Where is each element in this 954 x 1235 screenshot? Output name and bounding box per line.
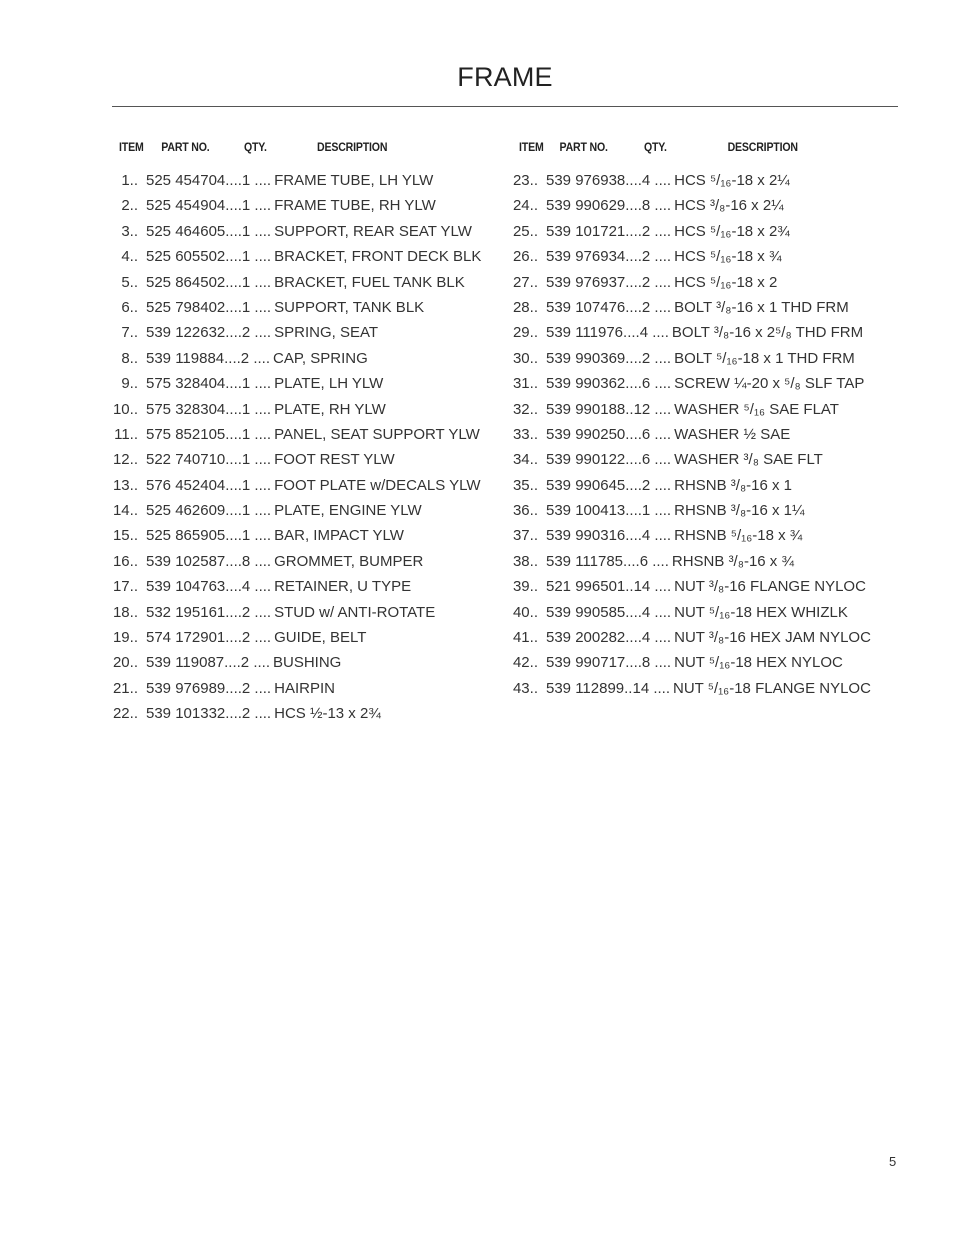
quantity: ....1 .... — [225, 476, 272, 494]
part-number: 539 200282 — [546, 629, 626, 647]
item-number: 5.. — [121, 273, 138, 291]
part-number: 525 864502 — [146, 273, 226, 291]
quantity: ....6 .... — [623, 552, 669, 570]
quantity: ....2 .... — [625, 273, 672, 291]
parts-row — [112, 477, 507, 502]
quantity: ....1 .... — [225, 298, 272, 316]
part-number: 539 112899 — [546, 679, 625, 697]
parts-row — [512, 401, 907, 426]
part-number: 539 122632 — [146, 324, 226, 342]
item-number: 33.. — [512, 425, 538, 443]
part-number: 574 172901 — [146, 629, 226, 647]
parts-row — [112, 223, 507, 248]
item-number: 4.. — [121, 248, 138, 266]
quantity: ....2 .... — [225, 705, 272, 723]
quantity: ....1 .... — [225, 248, 272, 266]
quantity: ....1 .... — [225, 172, 272, 189]
part-number: 525 462609 — [146, 502, 226, 520]
part-description: BRACKET, FUEL TANK BLK — [274, 273, 465, 291]
parts-row — [112, 502, 507, 527]
part-description: BOLT ³/₈-16 x 1 THD FRM — [674, 298, 849, 316]
part-description: NUT ⁵/₁₆-18 FLANGE NYLOC — [673, 679, 871, 697]
item-number: 22.. — [112, 705, 138, 723]
parts-row — [112, 248, 507, 273]
part-description: FOOT REST YLW — [274, 451, 395, 469]
part-number: 539 990585 — [546, 603, 626, 621]
part-number: 539 111976 — [546, 324, 624, 342]
parts-row — [512, 223, 907, 248]
part-description: HCS ⁵/₁₆-18 x 2¼ — [674, 172, 790, 189]
part-description: SUPPORT, REAR SEAT YLW — [274, 222, 472, 240]
item-number: 26.. — [512, 248, 538, 266]
part-description: STUD w/ ANTI-ROTATE — [274, 603, 436, 621]
item-number: 14.. — [112, 502, 138, 520]
quantity: ....2 .... — [225, 629, 272, 647]
item-number: 34.. — [512, 451, 538, 469]
part-number: 539 119087 — [146, 654, 225, 672]
item-number: 39.. — [512, 578, 538, 596]
part-number: 539 990362 — [546, 375, 626, 393]
part-number: 539 990717 — [546, 654, 626, 672]
parts-row — [512, 299, 907, 324]
quantity: ....2 .... — [625, 222, 672, 240]
header-qty: QTY. — [244, 140, 267, 154]
item-number: 31.. — [512, 375, 538, 393]
part-description: NUT ³/₈-16 HEX JAM NYLOC — [674, 629, 871, 647]
part-description: RHSNB ⁵/₁₆-18 x ¾ — [674, 527, 803, 545]
header-description: DESCRIPTION — [317, 140, 388, 154]
quantity: ....2 .... — [224, 349, 270, 367]
part-description: PLATE, RH YLW — [274, 400, 386, 418]
parts-row — [512, 477, 907, 502]
quantity: ....1 .... — [225, 400, 272, 418]
item-number: 6.. — [121, 298, 138, 316]
quantity: ....2 .... — [625, 298, 672, 316]
item-number: 24.. — [512, 197, 538, 215]
parts-rows-right — [512, 172, 907, 705]
parts-row — [512, 248, 907, 273]
item-number: 19.. — [112, 629, 138, 647]
item-number: 29.. — [512, 324, 538, 342]
part-number: 539 976938 — [546, 172, 626, 189]
quantity: ....4 .... — [625, 603, 672, 621]
parts-list-right — [512, 140, 907, 705]
part-number: 539 111785 — [546, 552, 624, 570]
part-description: PLATE, ENGINE YLW — [274, 502, 422, 520]
quantity: ..14 .... — [624, 679, 670, 697]
part-number: 539 976937 — [546, 273, 626, 291]
item-number: 20.. — [112, 654, 138, 672]
item-number: 43.. — [512, 679, 538, 697]
item-number: 28.. — [512, 298, 538, 316]
part-description: GUIDE, BELT — [274, 629, 367, 647]
page-title: FRAME — [457, 62, 553, 92]
item-number: 27.. — [512, 273, 538, 291]
quantity: ....4 .... — [625, 527, 672, 545]
part-number: 539 990250 — [546, 425, 626, 443]
part-number: 525 454904 — [146, 197, 226, 215]
parts-row — [112, 705, 507, 730]
header-qty: QTY. — [644, 140, 667, 154]
part-number: 575 852105 — [146, 425, 226, 443]
quantity: ....1 .... — [225, 222, 272, 240]
part-number: 539 119884 — [146, 349, 225, 367]
quantity: ....2 .... — [625, 476, 672, 494]
part-description: GROMMET, BUMPER — [274, 552, 424, 570]
part-number: 539 990645 — [546, 476, 626, 494]
part-description: BAR, IMPACT YLW — [274, 527, 404, 545]
part-number: 539 976934 — [546, 248, 626, 266]
part-number: 576 452404 — [146, 476, 226, 494]
quantity: ....1 .... — [225, 425, 272, 443]
quantity: ....4 .... — [625, 629, 672, 647]
quantity: ....2 .... — [625, 248, 672, 266]
item-number: 35.. — [512, 476, 538, 494]
quantity: ....4 .... — [225, 578, 272, 596]
parts-row — [512, 527, 907, 552]
parts-row — [512, 324, 907, 349]
parts-row — [112, 654, 507, 679]
parts-row — [112, 451, 507, 476]
part-number: 532 195161 — [146, 603, 226, 621]
item-number: 8.. — [121, 349, 138, 367]
quantity: ....6 .... — [625, 425, 672, 443]
header-item: ITEM — [519, 140, 544, 154]
parts-row — [112, 426, 507, 451]
part-description: HCS ⁵/₁₆-18 x ¾ — [674, 248, 782, 266]
column-headers-left — [112, 140, 460, 156]
quantity: ....1 .... — [625, 502, 672, 520]
parts-row — [512, 680, 907, 705]
part-description: WASHER ½ SAE — [674, 425, 791, 443]
quantity: ....1 .... — [225, 197, 272, 215]
item-number: 23.. — [512, 172, 538, 189]
part-number: 525 454704 — [146, 172, 226, 189]
quantity: ....1 .... — [225, 502, 272, 520]
part-number: 539 101721 — [546, 222, 626, 240]
quantity: ....6 .... — [625, 375, 672, 393]
part-description: BOLT ⁵/₁₆-18 x 1 THD FRM — [674, 349, 855, 367]
item-number: 9.. — [121, 375, 138, 393]
quantity: ....2 .... — [225, 324, 272, 342]
item-number: 41.. — [512, 629, 538, 647]
quantity: ....2 .... — [225, 679, 272, 697]
parts-row — [112, 350, 507, 375]
parts-row — [512, 629, 907, 654]
parts-row — [112, 324, 507, 349]
header-description: DESCRIPTION — [727, 140, 798, 154]
quantity: ....1 .... — [225, 527, 272, 545]
parts-row — [112, 401, 507, 426]
part-description: HCS ⁵/₁₆-18 x 2 — [674, 273, 778, 291]
part-number: 521 996501 — [546, 578, 626, 596]
part-description: RHSNB ³/₈-16 x ¾ — [671, 552, 794, 570]
part-number: 575 328304 — [146, 400, 226, 418]
parts-rows-left — [112, 172, 507, 731]
quantity: ....2 .... — [224, 654, 270, 672]
quantity: ....1 .... — [225, 273, 272, 291]
part-description: SCREW ¼-20 x ⁵/₈ SLF TAP — [674, 375, 865, 393]
parts-row — [112, 680, 507, 705]
part-description: WASHER ⁵/₁₆ SAE FLAT — [674, 400, 839, 418]
part-description: BUSHING — [273, 654, 342, 672]
column-headers-right — [512, 140, 860, 156]
part-description: FOOT PLATE w/DECALS YLW — [274, 476, 481, 494]
part-description: BRACKET, FRONT DECK BLK — [274, 248, 482, 266]
item-number: 2.. — [121, 197, 138, 215]
item-number: 17.. — [112, 578, 138, 596]
part-number: 539 990188 — [546, 400, 626, 418]
parts-row — [112, 197, 507, 222]
part-number: 539 102587 — [146, 552, 226, 570]
part-description: NUT ³/₈-16 FLANGE NYLOC — [674, 578, 866, 596]
part-description: HAIRPIN — [274, 679, 335, 697]
item-number: 32.. — [512, 400, 538, 418]
part-number: 539 990369 — [546, 349, 626, 367]
title-divider — [112, 106, 898, 107]
item-number: 38.. — [512, 552, 538, 570]
item-number: 16.. — [112, 552, 138, 570]
item-number: 42.. — [512, 654, 538, 672]
quantity: ....1 .... — [225, 451, 272, 469]
item-number: 18.. — [112, 603, 138, 621]
parts-row — [512, 197, 907, 222]
parts-row — [512, 375, 907, 400]
item-number: 10.. — [112, 400, 138, 418]
item-number: 30.. — [512, 349, 538, 367]
header-item: ITEM — [119, 140, 144, 154]
quantity: ....4 .... — [625, 172, 672, 189]
page-number: 5 — [889, 1154, 897, 1169]
item-number: 11.. — [114, 425, 138, 443]
part-description: FRAME TUBE, LH YLW — [274, 172, 434, 189]
parts-row — [112, 172, 507, 197]
item-number: 36.. — [512, 502, 538, 520]
parts-row — [512, 451, 907, 476]
item-number: 1.. — [121, 172, 138, 189]
header-part-no: PART NO. — [559, 140, 608, 154]
quantity: ....8 .... — [225, 552, 272, 570]
part-description: CAP, SPRING — [273, 349, 368, 367]
part-description: NUT ⁵/₁₆-18 HEX WHIZLK — [674, 603, 848, 621]
item-number: 37.. — [512, 527, 538, 545]
parts-row — [512, 502, 907, 527]
quantity: ..14 .... — [625, 578, 672, 596]
part-description: HCS ½-13 x 2¾ — [274, 705, 381, 723]
parts-row — [512, 553, 907, 578]
part-number: 525 464605 — [146, 222, 226, 240]
quantity: ....4 .... — [623, 324, 669, 342]
parts-row — [512, 350, 907, 375]
part-number: 539 976989 — [146, 679, 226, 697]
quantity: ....2 .... — [225, 603, 272, 621]
parts-row — [112, 527, 507, 552]
part-description: FRAME TUBE, RH YLW — [274, 197, 436, 215]
part-description: BOLT ³/₈-16 x 2⁵/₈ THD FRM — [671, 324, 864, 342]
parts-row — [512, 654, 907, 679]
parts-row — [512, 426, 907, 451]
parts-row — [112, 553, 507, 578]
parts-list-left — [112, 140, 507, 731]
parts-row — [512, 172, 907, 197]
parts-row — [112, 578, 507, 603]
item-number: 7.. — [121, 324, 138, 342]
part-description: WASHER ³/₈ SAE FLT — [674, 451, 823, 469]
part-description: PANEL, SEAT SUPPORT YLW — [274, 425, 480, 443]
parts-row — [112, 274, 507, 299]
quantity: ..12 .... — [625, 400, 672, 418]
quantity: ....1 .... — [225, 375, 272, 393]
part-number: 539 107476 — [546, 298, 626, 316]
parts-row — [512, 274, 907, 299]
part-description: SPRING, SEAT — [274, 324, 379, 342]
part-description: RHSNB ³/₈-16 x 1 — [674, 476, 793, 494]
part-number: 539 101332 — [146, 705, 226, 723]
part-number: 539 990316 — [546, 527, 626, 545]
parts-row — [112, 375, 507, 400]
part-number: 525 865905 — [146, 527, 226, 545]
item-number: 12.. — [112, 451, 138, 469]
quantity: ....8 .... — [625, 197, 672, 215]
part-number: 539 990629 — [546, 197, 626, 215]
part-description: PLATE, LH YLW — [274, 375, 384, 393]
part-number: 539 104763 — [146, 578, 226, 596]
part-number: 539 990122 — [546, 451, 626, 469]
part-number: 525 605502 — [146, 248, 226, 266]
parts-row — [112, 629, 507, 654]
part-description: NUT ⁵/₁₆-18 HEX NYLOC — [674, 654, 843, 672]
quantity: ....2 .... — [625, 349, 672, 367]
part-description: RHSNB ³/₈-16 x 1¼ — [674, 502, 805, 520]
header-part-no: PART NO. — [161, 140, 210, 154]
part-number: 522 740710 — [146, 451, 226, 469]
parts-row — [512, 604, 907, 629]
part-description: HCS ³/₈-16 x 2¼ — [674, 197, 784, 215]
item-number: 40.. — [512, 603, 538, 621]
item-number: 3.. — [121, 222, 138, 240]
item-number: 21.. — [112, 679, 138, 697]
item-number: 25.. — [512, 222, 538, 240]
parts-row — [112, 299, 507, 324]
part-number: 575 328404 — [146, 375, 226, 393]
part-description: SUPPORT, TANK BLK — [274, 298, 425, 316]
part-number: 539 100413 — [546, 502, 626, 520]
part-description: RETAINER, U TYPE — [274, 578, 412, 596]
quantity: ....8 .... — [625, 654, 672, 672]
part-number: 525 798402 — [146, 298, 226, 316]
part-description: HCS ⁵/₁₆-18 x 2¾ — [674, 222, 790, 240]
quantity: ....6 .... — [625, 451, 672, 469]
parts-row — [112, 604, 507, 629]
item-number: 13.. — [112, 476, 138, 494]
parts-row — [512, 578, 907, 603]
item-number: 15.. — [112, 527, 138, 545]
